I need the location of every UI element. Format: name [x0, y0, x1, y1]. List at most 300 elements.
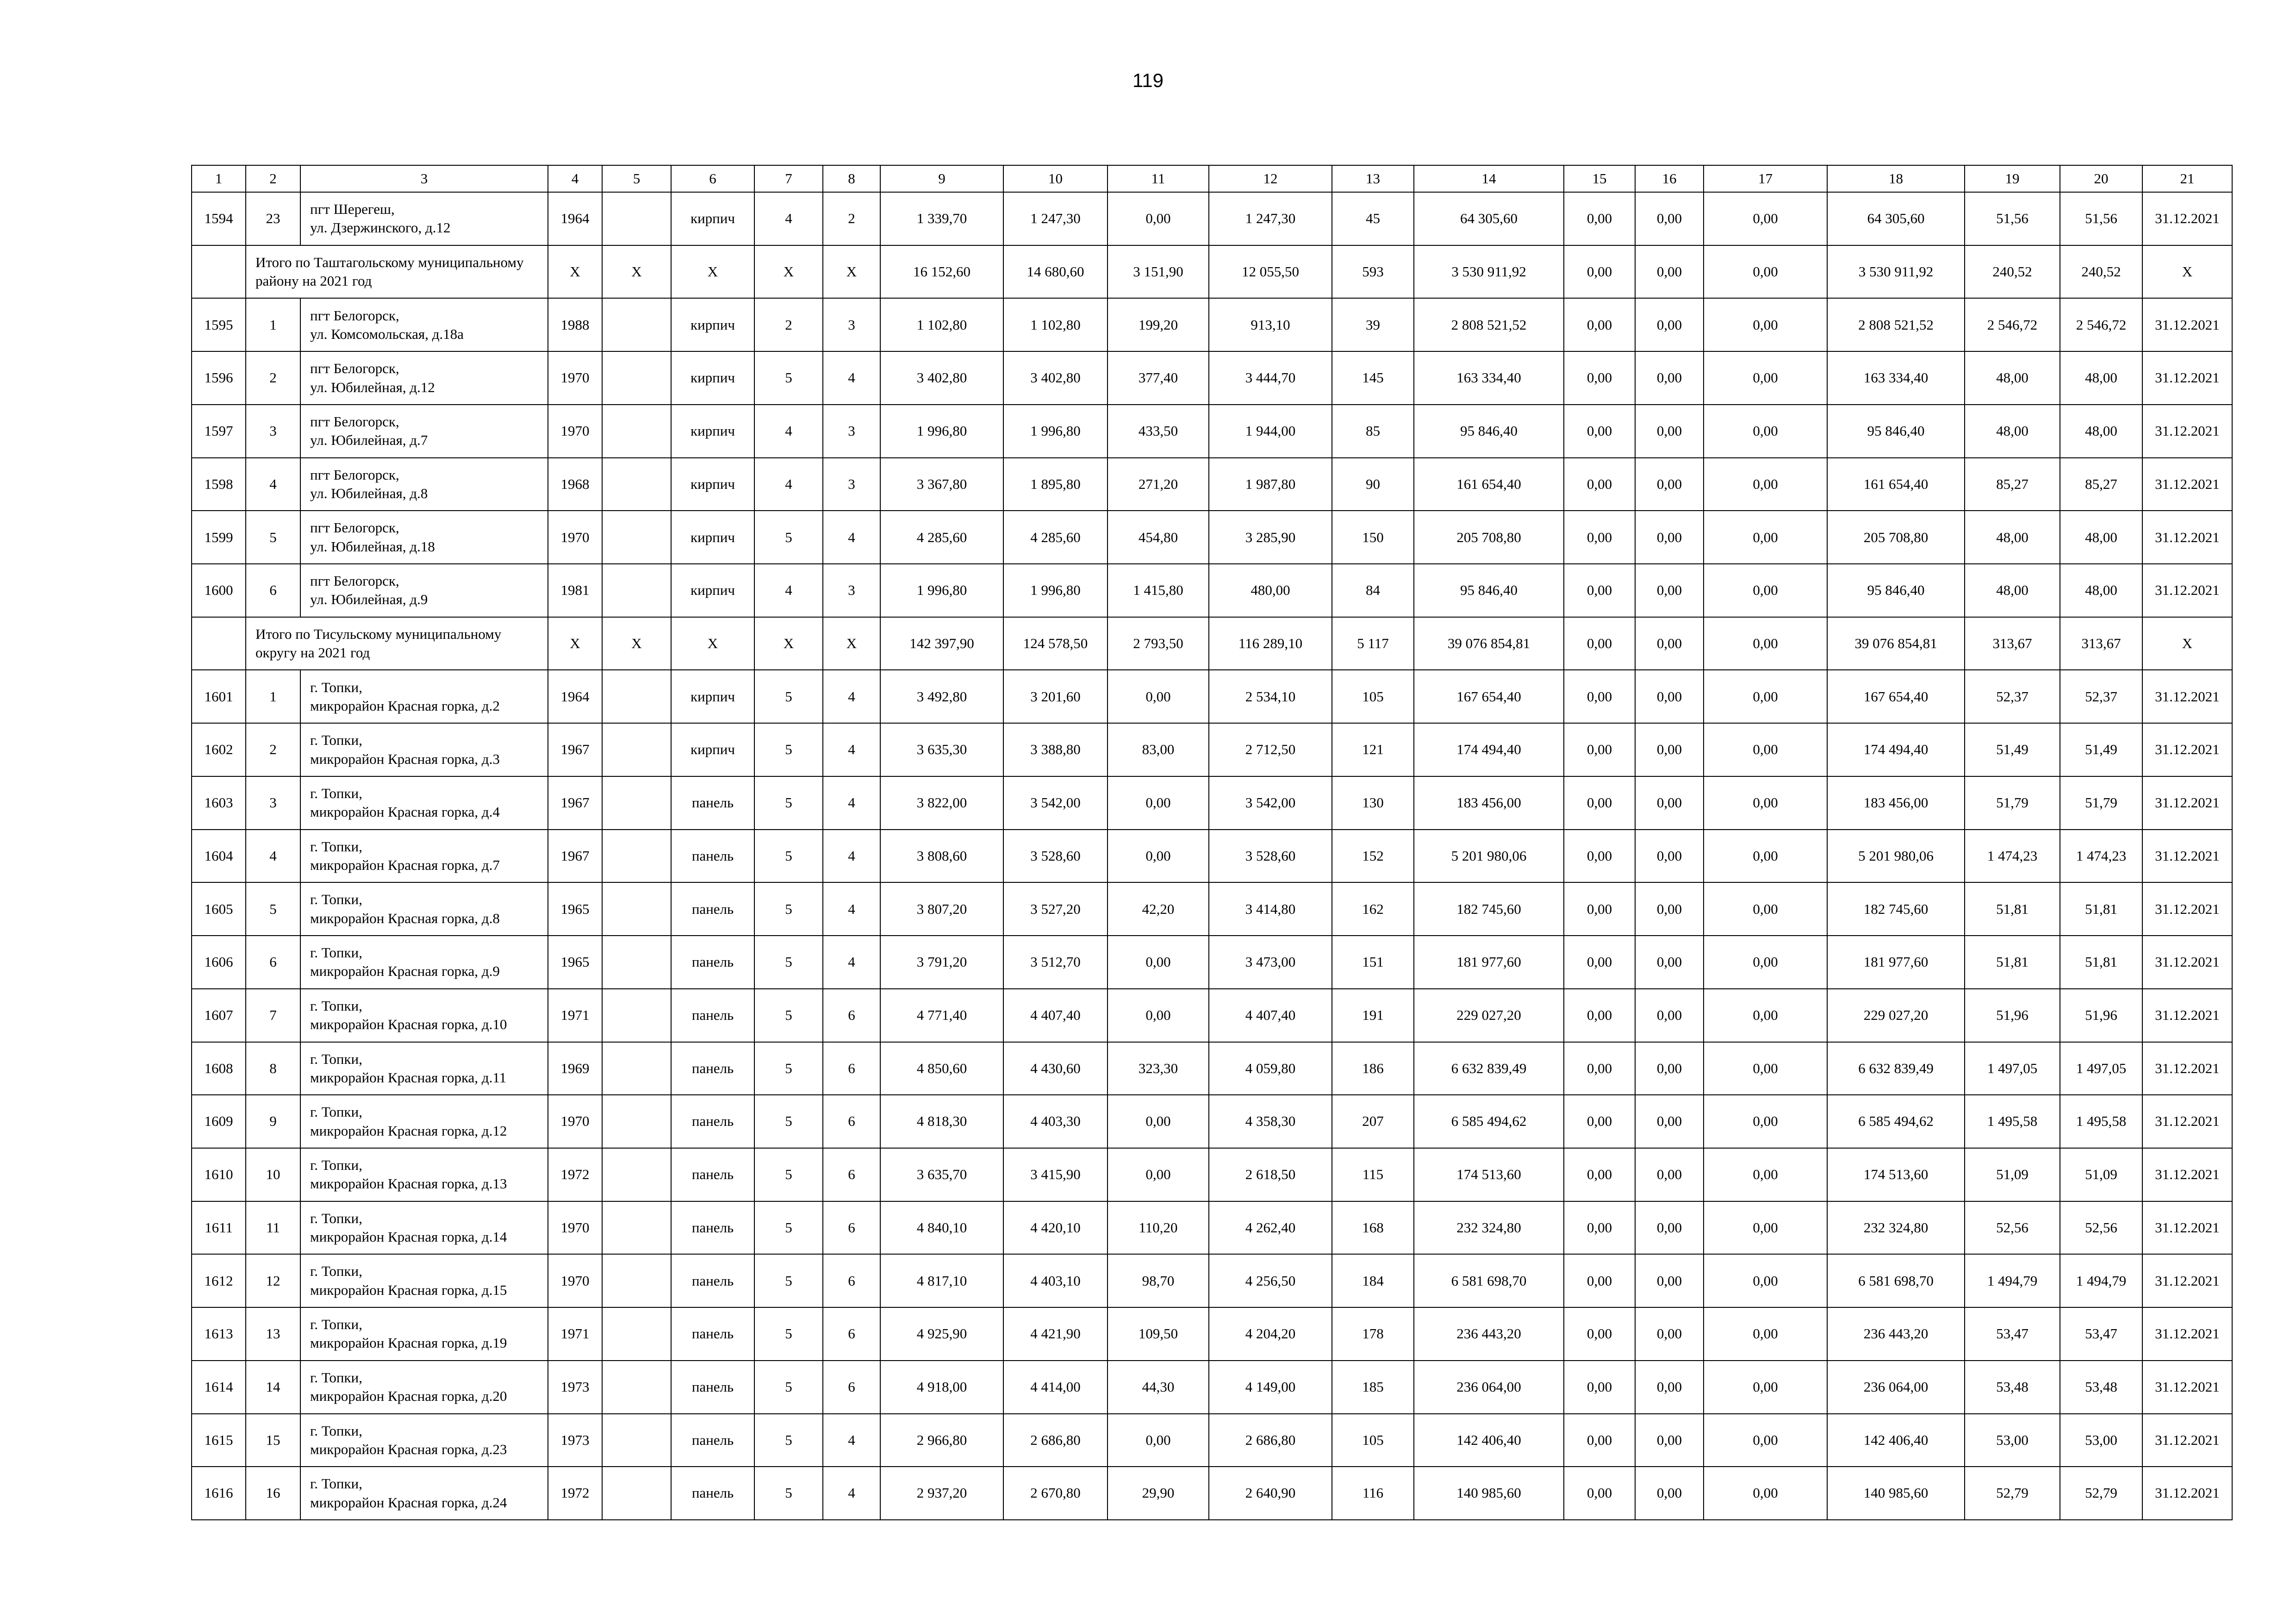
table-cell: 0,00 — [1635, 298, 1704, 351]
table-cell: 2 670,80 — [1003, 1467, 1108, 1520]
table-cell: 51,09 — [1965, 1148, 2060, 1201]
address-cell: пгт Белогорск, ул. Юбилейная, д.9 — [300, 564, 548, 617]
table-cell: 64 305,60 — [1414, 192, 1564, 245]
table-cell: 1 102,80 — [1003, 298, 1108, 351]
table-cell: 0,00 — [1635, 1201, 1704, 1255]
table-row — [192, 936, 2232, 989]
table-cell: 3 808,60 — [880, 830, 1003, 883]
table-cell: 0,00 — [1564, 1467, 1635, 1520]
table-cell: 1973 — [548, 1361, 602, 1414]
table-cell: 140 985,60 — [1414, 1467, 1564, 1520]
table-cell: 0,00 — [1564, 723, 1635, 776]
table-cell: 0,00 — [1564, 1254, 1635, 1307]
table-cell: 10 — [246, 1148, 300, 1201]
table-cell: 0,00 — [1108, 1095, 1209, 1148]
table-cell: 45 — [1332, 192, 1414, 245]
table-cell: 174 494,40 — [1827, 723, 1965, 776]
table-cell: 1607 — [192, 989, 246, 1042]
table-cell: 161 654,40 — [1827, 458, 1965, 511]
table-cell: 152 — [1332, 830, 1414, 883]
table-cell: 0,00 — [1704, 1361, 1827, 1414]
table-cell: 1981 — [548, 564, 602, 617]
table-cell: X — [754, 245, 823, 299]
table-cell: 6 — [823, 1307, 880, 1361]
column-number: 8 — [823, 165, 880, 192]
table-cell: 1601 — [192, 670, 246, 723]
table-cell: 5 — [246, 882, 300, 936]
table-cell: 178 — [1332, 1307, 1414, 1361]
table-cell: 15 — [246, 1414, 300, 1467]
table-cell: 3 201,60 — [1003, 670, 1108, 723]
table-cell: 31.12.2021 — [2142, 458, 2232, 511]
table-cell: 0,00 — [1635, 192, 1704, 245]
table-cell: 4 414,00 — [1003, 1361, 1108, 1414]
column-number: 4 — [548, 165, 602, 192]
table-cell — [602, 1307, 671, 1361]
table-cell: 116 — [1332, 1467, 1414, 1520]
table-cell: 0,00 — [1564, 882, 1635, 936]
table-cell: 53,47 — [2060, 1307, 2142, 1361]
table-cell: 0,00 — [1564, 830, 1635, 883]
table-cell: 0,00 — [1704, 776, 1827, 830]
table-row — [192, 670, 2232, 723]
table-cell: 0,00 — [1635, 511, 1704, 564]
table-cell: 0,00 — [1108, 670, 1209, 723]
table-cell: 0,00 — [1704, 723, 1827, 776]
table-cell: 0,00 — [1564, 670, 1635, 723]
table-cell: 5 — [754, 1361, 823, 1414]
table-cell: 182 745,60 — [1414, 882, 1564, 936]
table-cell — [602, 192, 671, 245]
table-cell: 1596 — [192, 351, 246, 405]
table-cell: 2 966,80 — [880, 1414, 1003, 1467]
table-cell: 4 407,40 — [1003, 989, 1108, 1042]
table-cell: 3 527,20 — [1003, 882, 1108, 936]
table-cell: 4 — [754, 192, 823, 245]
table-cell: 1965 — [548, 936, 602, 989]
table-cell: 6 581 698,70 — [1827, 1254, 1965, 1307]
table-cell: 271,20 — [1108, 458, 1209, 511]
table-cell: 183 456,00 — [1414, 776, 1564, 830]
table-cell: 14 — [246, 1361, 300, 1414]
table-cell: 124 578,50 — [1003, 617, 1108, 670]
table-cell: 3 367,80 — [880, 458, 1003, 511]
table-cell: 232 324,80 — [1414, 1201, 1564, 1255]
table-cell: 0,00 — [1704, 1307, 1827, 1361]
table-cell — [602, 458, 671, 511]
table-cell: 0,00 — [1635, 882, 1704, 936]
table-cell: 4 — [823, 351, 880, 405]
table-cell: 6 585 494,62 — [1827, 1095, 1965, 1148]
table-cell: 232 324,80 — [1827, 1201, 1965, 1255]
table-cell: 1 895,80 — [1003, 458, 1108, 511]
table-cell: X — [823, 617, 880, 670]
table-cell: 0,00 — [1564, 458, 1635, 511]
table-row — [192, 298, 2232, 351]
table-cell: 0,00 — [1635, 830, 1704, 883]
table-cell: панель — [671, 776, 754, 830]
address-cell: г. Топки, микрорайон Красная горка, д.12 — [300, 1095, 548, 1148]
table-cell: 1970 — [548, 1095, 602, 1148]
table-cell: 8 — [246, 1042, 300, 1095]
table-cell: 377,40 — [1108, 351, 1209, 405]
table-cell: 1597 — [192, 405, 246, 458]
table-cell: 3 473,00 — [1209, 936, 1332, 989]
column-number: 19 — [1965, 165, 2060, 192]
table-cell: 1606 — [192, 936, 246, 989]
table-cell: 5 — [754, 936, 823, 989]
table-cell: 48,00 — [1965, 351, 2060, 405]
table-cell: 5 — [754, 1148, 823, 1201]
table-cell: 3 542,00 — [1209, 776, 1332, 830]
table-cell: 162 — [1332, 882, 1414, 936]
table-cell: 2 712,50 — [1209, 723, 1332, 776]
table-cell: 4 430,60 — [1003, 1042, 1108, 1095]
table-row — [192, 405, 2232, 458]
table-row — [192, 1361, 2232, 1414]
table-cell: 1967 — [548, 830, 602, 883]
table-cell: 186 — [1332, 1042, 1414, 1095]
table-row — [192, 776, 2232, 830]
table-cell: 31.12.2021 — [2142, 830, 2232, 883]
table-cell — [602, 989, 671, 1042]
table-cell: 4 850,60 — [880, 1042, 1003, 1095]
table-cell: 1968 — [548, 458, 602, 511]
table-cell — [602, 1467, 671, 1520]
table-cell: 1 996,80 — [1003, 564, 1108, 617]
table-row — [192, 989, 2232, 1042]
table-cell: панель — [671, 830, 754, 883]
address-cell: г. Топки, микрорайон Красная горка, д.19 — [300, 1307, 548, 1361]
table-cell: 2 808 521,52 — [1827, 298, 1965, 351]
table-cell: 31.12.2021 — [2142, 351, 2232, 405]
table-cell: 191 — [1332, 989, 1414, 1042]
table-row — [192, 1307, 2232, 1361]
address-cell: г. Топки, микрорайон Красная горка, д.13 — [300, 1148, 548, 1201]
table-cell: 6 — [823, 1095, 880, 1148]
page-number: 119 — [1132, 69, 1164, 91]
table-cell: панель — [671, 989, 754, 1042]
address-cell: пгт Белогорск, ул. Юбилейная, д.8 — [300, 458, 548, 511]
table-cell: 48,00 — [2060, 511, 2142, 564]
table-cell: 1 247,30 — [1209, 192, 1332, 245]
table-cell: 1 415,80 — [1108, 564, 1209, 617]
table-cell: 4 817,10 — [880, 1254, 1003, 1307]
table-cell: 0,00 — [1635, 1095, 1704, 1148]
table-cell: 29,90 — [1108, 1467, 1209, 1520]
table-cell: 1 495,58 — [2060, 1095, 2142, 1148]
table-cell: 31.12.2021 — [2142, 670, 2232, 723]
table-cell: 4 — [754, 564, 823, 617]
table-cell: 0,00 — [1564, 1095, 1635, 1148]
column-number: 10 — [1003, 165, 1108, 192]
table-cell: 4 059,80 — [1209, 1042, 1332, 1095]
table-cell: 6 — [823, 1042, 880, 1095]
table-cell: 1604 — [192, 830, 246, 883]
table-cell: X — [823, 245, 880, 299]
table-cell: 1595 — [192, 298, 246, 351]
table-cell: кирпич — [671, 670, 754, 723]
table-cell: 85,27 — [1965, 458, 2060, 511]
table-cell: 0,00 — [1704, 351, 1827, 405]
table-cell: 1972 — [548, 1467, 602, 1520]
table-cell: 31.12.2021 — [2142, 723, 2232, 776]
address-cell: пгт Шерегеш, ул. Дзержинского, д.12 — [300, 192, 548, 245]
table-cell: панель — [671, 1414, 754, 1467]
table-cell: 0,00 — [1704, 1254, 1827, 1307]
table-cell: 5 — [246, 511, 300, 564]
table-cell: 4 256,50 — [1209, 1254, 1332, 1307]
table-cell: 0,00 — [1635, 670, 1704, 723]
table-cell: 0,00 — [1704, 245, 1827, 299]
table-cell: 5 — [754, 670, 823, 723]
table-cell: 1967 — [548, 723, 602, 776]
table-cell: 105 — [1332, 1414, 1414, 1467]
table-cell: 2 686,80 — [1209, 1414, 1332, 1467]
table-cell: 0,00 — [1635, 351, 1704, 405]
table-cell: 31.12.2021 — [2142, 405, 2232, 458]
table-cell: X — [754, 617, 823, 670]
column-number: 18 — [1827, 165, 1965, 192]
table-cell: 0,00 — [1704, 1095, 1827, 1148]
table-cell: 0,00 — [1635, 1361, 1704, 1414]
table-cell: 0,00 — [1704, 989, 1827, 1042]
table-cell: 142 406,40 — [1414, 1414, 1564, 1467]
column-number: 11 — [1108, 165, 1209, 192]
table-cell: 83,00 — [1108, 723, 1209, 776]
table-cell: 31.12.2021 — [2142, 1254, 2232, 1307]
table-cell: 48,00 — [1965, 405, 2060, 458]
column-number: 14 — [1414, 165, 1564, 192]
table-cell: 4 — [823, 830, 880, 883]
table-cell — [602, 882, 671, 936]
table-cell: 0,00 — [1564, 1307, 1635, 1361]
table-cell: 229 027,20 — [1827, 989, 1965, 1042]
table-cell: 0,00 — [1635, 458, 1704, 511]
table-cell: 0,00 — [1564, 245, 1635, 299]
table-cell: 31.12.2021 — [2142, 1414, 2232, 1467]
table-cell: 1 494,79 — [1965, 1254, 2060, 1307]
table-cell: 1967 — [548, 776, 602, 830]
table-cell: 48,00 — [1965, 564, 2060, 617]
table-cell: 0,00 — [1704, 1467, 1827, 1520]
table-cell: 4 — [754, 405, 823, 458]
table-cell: X — [671, 617, 754, 670]
table-cell: 4 403,10 — [1003, 1254, 1108, 1307]
table-cell: 39 076 854,81 — [1414, 617, 1564, 670]
table-cell: 3 512,70 — [1003, 936, 1108, 989]
table-cell: панель — [671, 1042, 754, 1095]
table-cell: 16 152,60 — [880, 245, 1003, 299]
table-cell: 163 334,40 — [1827, 351, 1965, 405]
table-cell: 116 289,10 — [1209, 617, 1332, 670]
table-cell: 95 846,40 — [1414, 564, 1564, 617]
table-cell: 1603 — [192, 776, 246, 830]
table-cell: 85 — [1332, 405, 1414, 458]
table-cell: 1 996,80 — [880, 564, 1003, 617]
table-cell: 236 064,00 — [1414, 1361, 1564, 1414]
table-cell: 52,79 — [1965, 1467, 2060, 1520]
table-cell: 0,00 — [1564, 1148, 1635, 1201]
table-cell: 167 654,40 — [1414, 670, 1564, 723]
table-cell: 4 — [823, 882, 880, 936]
address-cell: г. Топки, микрорайон Красная горка, д.2 — [300, 670, 548, 723]
table-cell — [602, 298, 671, 351]
table-cell: 9 — [246, 1095, 300, 1148]
table-cell: 3 492,80 — [880, 670, 1003, 723]
table-cell: панель — [671, 1148, 754, 1201]
table-cell: 205 708,80 — [1827, 511, 1965, 564]
table-cell: 2 546,72 — [1965, 298, 2060, 351]
table-cell: 6 — [246, 564, 300, 617]
table-cell: 1971 — [548, 989, 602, 1042]
table-cell: 0,00 — [1704, 830, 1827, 883]
table-cell: 0,00 — [1564, 1414, 1635, 1467]
table-cell: 0,00 — [1108, 830, 1209, 883]
table-cell: 1 474,23 — [2060, 830, 2142, 883]
address-cell: г. Топки, микрорайон Красная горка, д.20 — [300, 1361, 548, 1414]
table-cell: 31.12.2021 — [2142, 564, 2232, 617]
table-cell — [602, 1042, 671, 1095]
table-cell: 1609 — [192, 1095, 246, 1148]
table-cell: 1 102,80 — [880, 298, 1003, 351]
table-cell: 3 402,80 — [1003, 351, 1108, 405]
table-cell: 4 818,30 — [880, 1095, 1003, 1148]
table-cell: 11 — [246, 1201, 300, 1255]
table-cell: 110,20 — [1108, 1201, 1209, 1255]
table-cell: 313,67 — [2060, 617, 2142, 670]
table-cell: 0,00 — [1704, 670, 1827, 723]
table-cell — [602, 1361, 671, 1414]
table-cell: 0,00 — [1704, 298, 1827, 351]
table-cell: 0,00 — [1564, 1042, 1635, 1095]
table-cell: 0,00 — [1108, 989, 1209, 1042]
column-number: 17 — [1704, 165, 1827, 192]
table-cell: 84 — [1332, 564, 1414, 617]
table-cell: 0,00 — [1108, 776, 1209, 830]
table-cell: 0,00 — [1564, 192, 1635, 245]
table-cell: 5 — [754, 351, 823, 405]
table-cell: 1 474,23 — [1965, 830, 2060, 883]
table-cell: 1600 — [192, 564, 246, 617]
table-cell: 4 925,90 — [880, 1307, 1003, 1361]
table-row — [192, 1148, 2232, 1201]
table-cell: 52,56 — [1965, 1201, 2060, 1255]
table-cell: 3 — [823, 298, 880, 351]
table-cell: 142 406,40 — [1827, 1414, 1965, 1467]
table-cell: 51,81 — [1965, 882, 2060, 936]
table-cell: 1988 — [548, 298, 602, 351]
subtotal-label: Итого по Таштагольскому муниципальному району на 2021 год — [246, 245, 548, 299]
table-cell: 161 654,40 — [1414, 458, 1564, 511]
column-number: 5 — [602, 165, 671, 192]
table-cell: 1616 — [192, 1467, 246, 1520]
table-cell: 199,20 — [1108, 298, 1209, 351]
table-cell: 183 456,00 — [1827, 776, 1965, 830]
table-cell: 3 414,80 — [1209, 882, 1332, 936]
table-cell: 236 443,20 — [1827, 1307, 1965, 1361]
table-cell: 3 151,90 — [1108, 245, 1209, 299]
table-cell: 3 807,20 — [880, 882, 1003, 936]
table-cell: 0,00 — [1704, 1414, 1827, 1467]
table-cell: 53,48 — [2060, 1361, 2142, 1414]
table-cell: кирпич — [671, 298, 754, 351]
table-cell: 3 402,80 — [880, 351, 1003, 405]
table-cell: 3 — [246, 776, 300, 830]
table-cell: кирпич — [671, 511, 754, 564]
table-cell: 140 985,60 — [1827, 1467, 1965, 1520]
table-cell: 1970 — [548, 511, 602, 564]
column-number: 13 — [1332, 165, 1414, 192]
table-cell: 51,49 — [2060, 723, 2142, 776]
table-cell: 1605 — [192, 882, 246, 936]
table-cell: 6 — [823, 1361, 880, 1414]
table-cell: 236 443,20 — [1414, 1307, 1564, 1361]
table-cell — [602, 776, 671, 830]
table-cell: 13 — [246, 1307, 300, 1361]
table-cell: 2 640,90 — [1209, 1467, 1332, 1520]
table-cell: 0,00 — [1564, 351, 1635, 405]
column-number: 3 — [300, 165, 548, 192]
table-cell: 3 444,70 — [1209, 351, 1332, 405]
table-cell: кирпич — [671, 564, 754, 617]
table-cell: 4 358,30 — [1209, 1095, 1332, 1148]
table-cell: 1 — [246, 670, 300, 723]
address-cell: г. Топки, микрорайон Красная горка, д.23 — [300, 1414, 548, 1467]
table-cell: 142 397,90 — [880, 617, 1003, 670]
table-row — [192, 1095, 2232, 1148]
table-cell: 3 530 911,92 — [1414, 245, 1564, 299]
address-cell: пгт Белогорск, ул. Юбилейная, д.12 — [300, 351, 548, 405]
table-cell: 174 513,60 — [1414, 1148, 1564, 1201]
table-cell: 31.12.2021 — [2142, 1201, 2232, 1255]
table-row — [192, 564, 2232, 617]
table-cell: 31.12.2021 — [2142, 882, 2232, 936]
address-cell: г. Топки, микрорайон Красная горка, д.24 — [300, 1467, 548, 1520]
column-number: 6 — [671, 165, 754, 192]
table-cell: 4 285,60 — [1003, 511, 1108, 564]
table-cell: 4 — [823, 670, 880, 723]
table-cell: 31.12.2021 — [2142, 1361, 2232, 1414]
table-cell: 39 — [1332, 298, 1414, 351]
table-cell: 5 201 980,06 — [1414, 830, 1564, 883]
table-cell: 0,00 — [1108, 1414, 1209, 1467]
table-cell: 0,00 — [1564, 564, 1635, 617]
table-cell: 2 — [246, 723, 300, 776]
table-row — [192, 1414, 2232, 1467]
table-cell: 0,00 — [1108, 1148, 1209, 1201]
table-cell: панель — [671, 1307, 754, 1361]
table-cell: 51,56 — [1965, 192, 2060, 245]
table-cell: 95 846,40 — [1414, 405, 1564, 458]
table-cell: 3 388,80 — [1003, 723, 1108, 776]
table-cell: 121 — [1332, 723, 1414, 776]
table-cell: 51,49 — [1965, 723, 2060, 776]
table-cell: 48,00 — [2060, 564, 2142, 617]
table-cell: 1608 — [192, 1042, 246, 1095]
table-cell: 0,00 — [1635, 1414, 1704, 1467]
table-cell: 51,79 — [2060, 776, 2142, 830]
table-cell: 163 334,40 — [1414, 351, 1564, 405]
table-cell: 31.12.2021 — [2142, 1042, 2232, 1095]
table-cell: 64 305,60 — [1827, 192, 1965, 245]
table-cell: 31.12.2021 — [2142, 1467, 2232, 1520]
table-cell: 433,50 — [1108, 405, 1209, 458]
table-cell: 48,00 — [2060, 405, 2142, 458]
table-cell: панель — [671, 1095, 754, 1148]
table-cell: 0,00 — [1635, 1307, 1704, 1361]
table-cell: 1 495,58 — [1965, 1095, 2060, 1148]
